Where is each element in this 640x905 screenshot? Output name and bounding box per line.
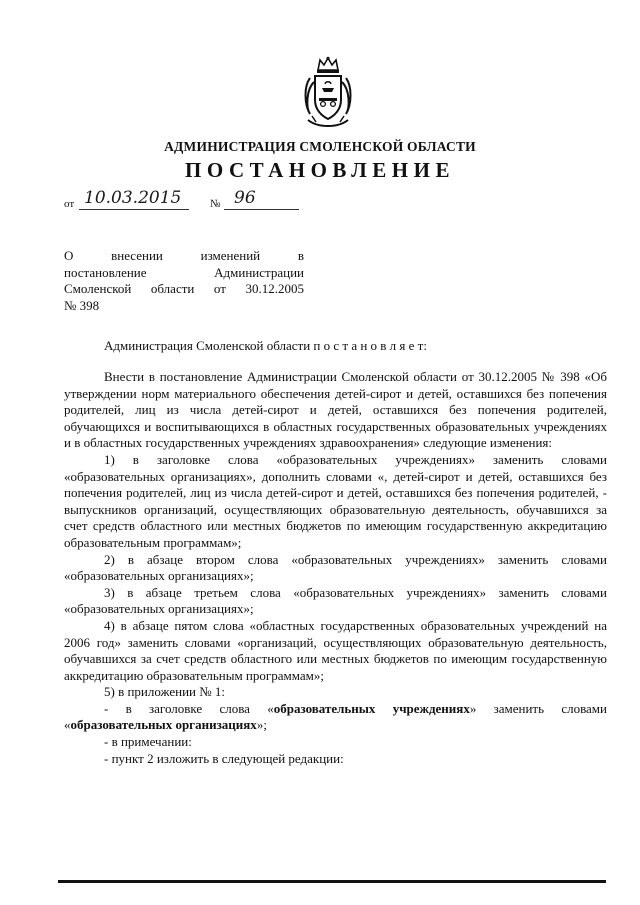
body-paragraph: 5) в приложении № 1:: [104, 684, 226, 700]
number-prefix: №: [210, 198, 221, 210]
body-paragraph: - пункт 2 изложить в следующей редакции:: [104, 750, 344, 766]
subject-line: № 398: [64, 297, 100, 313]
coat-of-arms-emblem: [296, 56, 360, 132]
body-paragraph: - в примечании:: [104, 734, 192, 750]
number-value: 96: [234, 188, 256, 208]
subject-line: Смоленской области от 30.12.2005: [64, 281, 304, 296]
body-paragraph: 1) в заголовке слова «образовательных учреждениях» заменить словами «образовательных организациях», дополнить словами «, детей-сирот и детей, оставшихся без попечения родителей, лиц из числа детей-сирот и детей, оставшихся без попечения родителей, - выпускников организаций, осуществляющих образовательную деятельность, обучавшихся за счет средств областного или местных бюджетов по имеющим государственную аккредитацию образовательным программам»;: [64, 451, 607, 550]
bold-phrase: образовательных учреждениях: [273, 700, 470, 716]
page-bottom-rule: [58, 880, 606, 883]
body-paragraph: Внести в постановление Администрации Смоленской области от 30.12.2005 № 398 «Об утверждении норм материального обеспечения детей-сирот и детей, оставшихся без попечения родителей, лиц из числа детей-сирот и детей, оставшихся без попечения родителей, обучающихся и воспитывающихся в областных государственных образовательных учреждениях и в областных государственных учреждениях здравоохранения» следующие изменения:: [64, 369, 607, 451]
number-underline: [224, 209, 299, 210]
intro-decree-word: п о с т а н о в л я е т:: [313, 338, 427, 353]
subject-line: О внесении изменений в: [64, 248, 304, 263]
date-prefix: от: [64, 198, 75, 210]
document-type: ПОСТАНОВЛЕНИЕ: [185, 158, 455, 182]
document-body: [64, 369, 607, 767]
text-run: » заменить словами «: [64, 700, 607, 733]
date-value: 10.03.2015: [84, 188, 182, 208]
bold-phrase: образовательных организациях: [70, 717, 257, 733]
document-subject: [64, 248, 304, 314]
intro-text: Администрация Смоленской области: [104, 338, 311, 353]
body-paragraph: 2) в абзаце втором слова «образовательных учреждениях» заменить словами «образовательных организациях»;: [64, 551, 607, 584]
body-paragraph: [64, 701, 607, 734]
date-underline: [79, 209, 189, 210]
subject-line: постановление Администрации: [64, 264, 304, 280]
resolution-intro: [64, 337, 604, 354]
text-run: »;: [256, 717, 267, 733]
date-number-line: [64, 190, 304, 212]
body-paragraph: 4) в абзаце пятом слова «областных государственных образовательных учреждений на 2006 год» заменить словами «организаций, осуществляющих образовательную деятельность, обучавшихся за счет средств областного или местных бюджетов по имеющим государственную аккредитацию образовательным программам»;: [64, 617, 607, 683]
body-paragraph: 3) в абзаце третьем слова «образовательных учреждениях» заменить словами «образовательных организациях»;: [64, 584, 607, 617]
text-run: - в заголовке слова «: [104, 700, 274, 716]
organization-title: АДМИНИСТРАЦИЯ СМОЛЕНСКОЙ ОБЛАСТИ: [164, 139, 476, 154]
